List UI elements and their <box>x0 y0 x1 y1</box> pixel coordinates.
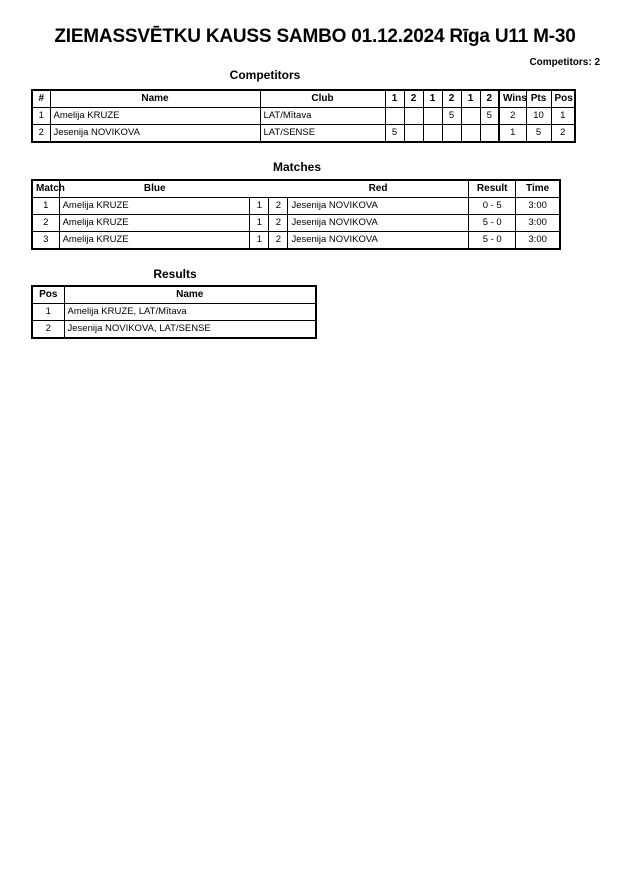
match-number: 3 <box>32 232 59 250</box>
blue-num: 1 <box>250 198 269 215</box>
col-header: Name <box>50 90 260 108</box>
result-name: Amelija KRUZE, LAT/Mītava <box>64 304 316 321</box>
competitor-wins: 2 <box>499 108 526 125</box>
competitor-pts: 5 <box>526 125 551 143</box>
results-section-title: Results <box>153 267 197 281</box>
score-cell: 5 <box>442 108 461 125</box>
competitors-count: Competitors: 2 <box>529 57 600 68</box>
col-header: Wins <box>499 90 526 108</box>
match-time: 3:00 <box>516 215 560 232</box>
score-cell <box>442 125 461 143</box>
score-cell <box>423 108 442 125</box>
table-row <box>32 232 560 250</box>
competitor-num: 2 <box>32 125 50 143</box>
table-row <box>32 198 560 215</box>
table-row <box>32 125 575 143</box>
result-pos: 2 <box>32 321 64 339</box>
col-header: # <box>32 90 50 108</box>
competitor-name: Amelija KRUZE <box>50 108 260 125</box>
competitors-header-row <box>32 90 575 108</box>
col-header: 1 <box>461 90 480 108</box>
col-header: Club <box>260 90 385 108</box>
col-header: Time <box>516 180 560 198</box>
col-header-spacer <box>269 180 288 198</box>
match-result: 5 - 0 <box>469 232 516 250</box>
col-header: Red <box>288 180 469 198</box>
col-header: 2 <box>442 90 461 108</box>
match-number: 2 <box>32 215 59 232</box>
col-header: 1 <box>423 90 442 108</box>
competitor-num: 1 <box>32 108 50 125</box>
col-header: 1 <box>385 90 404 108</box>
col-header-spacer <box>250 180 269 198</box>
results-header-row <box>32 286 316 304</box>
red-name: Jesenija NOVIKOVA <box>288 198 469 215</box>
score-cell <box>461 125 480 143</box>
red-name: Jesenija NOVIKOVA <box>288 215 469 232</box>
red-num: 2 <box>269 232 288 250</box>
col-header: Pos <box>551 90 575 108</box>
blue-num: 1 <box>250 215 269 232</box>
score-cell <box>404 125 423 143</box>
matches-header-row <box>32 180 560 198</box>
table-row <box>32 215 560 232</box>
page-title: ZIEMASSVĒTKU KAUSS SAMBO 01.12.2024 Rīga U11 M-30 <box>54 26 576 47</box>
score-cell <box>385 108 404 125</box>
match-result: 0 - 5 <box>469 198 516 215</box>
blue-name: Amelija KRUZE <box>59 215 250 232</box>
competitor-pts: 10 <box>526 108 551 125</box>
red-num: 2 <box>269 198 288 215</box>
score-cell <box>480 125 499 143</box>
col-header: Match <box>32 180 59 198</box>
blue-num: 1 <box>250 232 269 250</box>
matches-section-title: Matches <box>272 160 322 174</box>
red-num: 2 <box>269 215 288 232</box>
score-cell <box>404 108 423 125</box>
competitor-club: LAT/SENSE <box>260 125 385 143</box>
red-name: Jesenija NOVIKOVA <box>288 232 469 250</box>
col-header: Pos <box>32 286 64 304</box>
competitor-pos: 1 <box>551 108 575 125</box>
score-cell: 5 <box>480 108 499 125</box>
match-number: 1 <box>32 198 59 215</box>
competitors-section-title: Competitors <box>229 68 301 82</box>
score-cell <box>461 108 480 125</box>
results-table <box>31 285 317 339</box>
match-result: 5 - 0 <box>469 215 516 232</box>
result-name: Jesenija NOVIKOVA, LAT/SENSE <box>64 321 316 339</box>
table-row <box>32 108 575 125</box>
match-time: 3:00 <box>516 198 560 215</box>
blue-name: Amelija KRUZE <box>59 232 250 250</box>
competitors-table <box>31 89 576 143</box>
result-pos: 1 <box>32 304 64 321</box>
matches-table <box>31 179 561 250</box>
competitor-wins: 1 <box>499 125 526 143</box>
competitor-pos: 2 <box>551 125 575 143</box>
col-header: 2 <box>480 90 499 108</box>
score-cell <box>423 125 442 143</box>
match-time: 3:00 <box>516 232 560 250</box>
blue-name: Amelija KRUZE <box>59 198 250 215</box>
table-row <box>32 321 316 339</box>
competitor-name: Jesenija NOVIKOVA <box>50 125 260 143</box>
competitor-club: LAT/Mītava <box>260 108 385 125</box>
col-header: Pts <box>526 90 551 108</box>
score-cell: 5 <box>385 125 404 143</box>
col-header: Name <box>64 286 316 304</box>
col-header: Result <box>469 180 516 198</box>
col-header: Blue <box>59 180 250 198</box>
col-header: 2 <box>404 90 423 108</box>
table-row <box>32 304 316 321</box>
